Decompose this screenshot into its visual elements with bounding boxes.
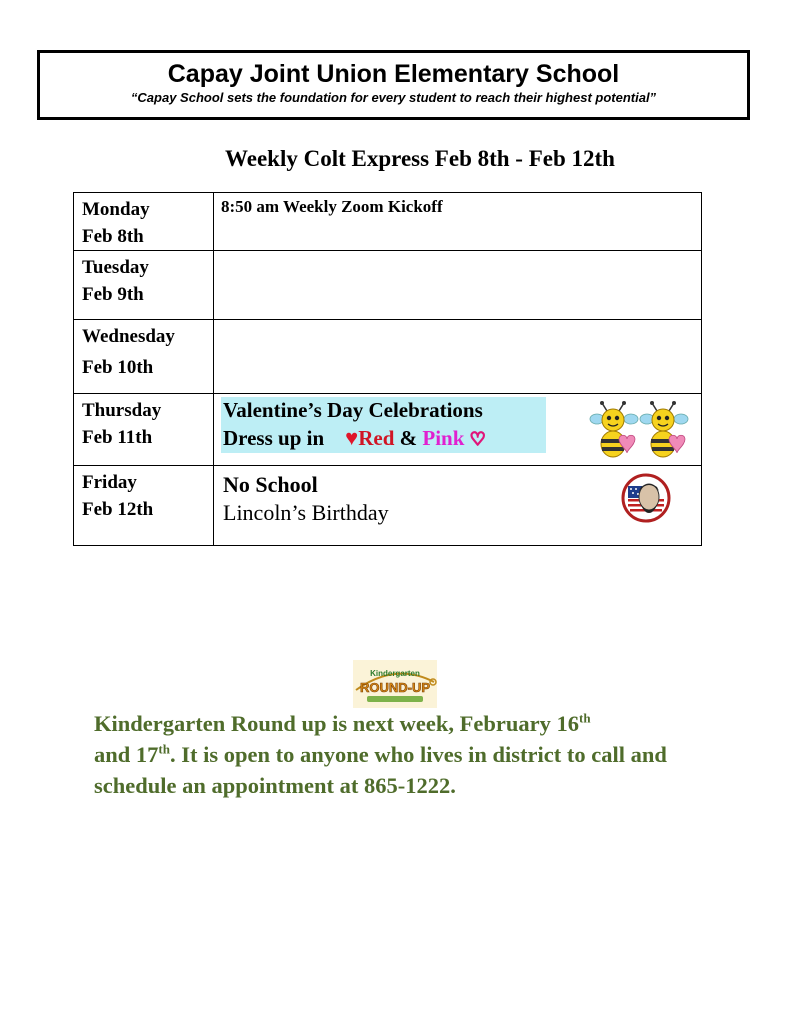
logo-line-1: Kindergarten [370,669,420,678]
day-cell [74,394,214,466]
ampersand: & [399,426,418,450]
bee-heart-icon [589,401,639,459]
lincoln-birthday: Lincoln’s Birthday [223,500,389,525]
lincoln-medal-icon [621,473,671,523]
no-school-title: No School [223,472,318,497]
notice-part-3: . It is open to anyone who lives in district to call and schedule an appointment at 865-1222. [94,742,667,798]
notice-part-2: and 17 [94,742,159,767]
table-row [74,251,702,320]
event-cell [214,320,702,394]
day-cell [74,193,214,251]
logo-line-2: ROUND-UP [359,680,431,695]
day-name: Thursday [82,400,162,421]
schedule-table [73,192,702,546]
dress-up-prefix: Dress up in [223,426,325,450]
kindergarten-roundup-logo [353,660,437,708]
week-title: Weekly Colt Express Feb 8th - Feb 12th [225,146,615,171]
event-cell [214,251,702,320]
event-cell [214,466,702,546]
day-name: Wednesday [82,326,175,347]
notice-part-1: Kindergarten Round up is next week, February 16 [94,711,580,736]
day-cell [74,251,214,320]
table-row [74,466,702,546]
day-cell [74,320,214,394]
valentine-title: Valentine’s Day Celebrations [223,398,483,422]
bee-heart-icon [639,401,689,459]
table-row [74,394,702,466]
day-date: Feb 10th [82,357,154,378]
table-row [74,320,702,394]
day-date: Feb 9th [82,284,144,305]
valentine-highlight [221,397,546,453]
day-date: Feb 11th [82,427,153,448]
superscript: th [579,710,591,726]
kindergarten-roundup-notice [94,708,714,801]
red-word: Red [358,426,395,450]
school-motto: “Capay School sets the foundation for every student to reach their highest potential” [130,90,657,105]
day-name: Tuesday [82,257,149,278]
dress-up-line [223,424,546,453]
red-heart-icon: ♥ [345,425,359,450]
day-name: Friday [82,472,137,493]
event-cell [214,394,702,466]
table-row [74,193,702,251]
school-header [37,50,750,120]
pink-word: Pink [422,426,465,450]
day-date: Feb 12th [82,499,154,520]
superscript: th [158,741,170,757]
day-name: Monday [82,199,150,220]
event-text: 8:50 am Weekly Zoom Kickoff [221,197,443,216]
day-date: Feb 8th [82,226,144,247]
event-cell [214,193,702,251]
pink-heart-icon: ♡ [469,429,486,449]
school-name: Capay Joint Union Elementary School [167,60,620,88]
day-cell [74,466,214,546]
